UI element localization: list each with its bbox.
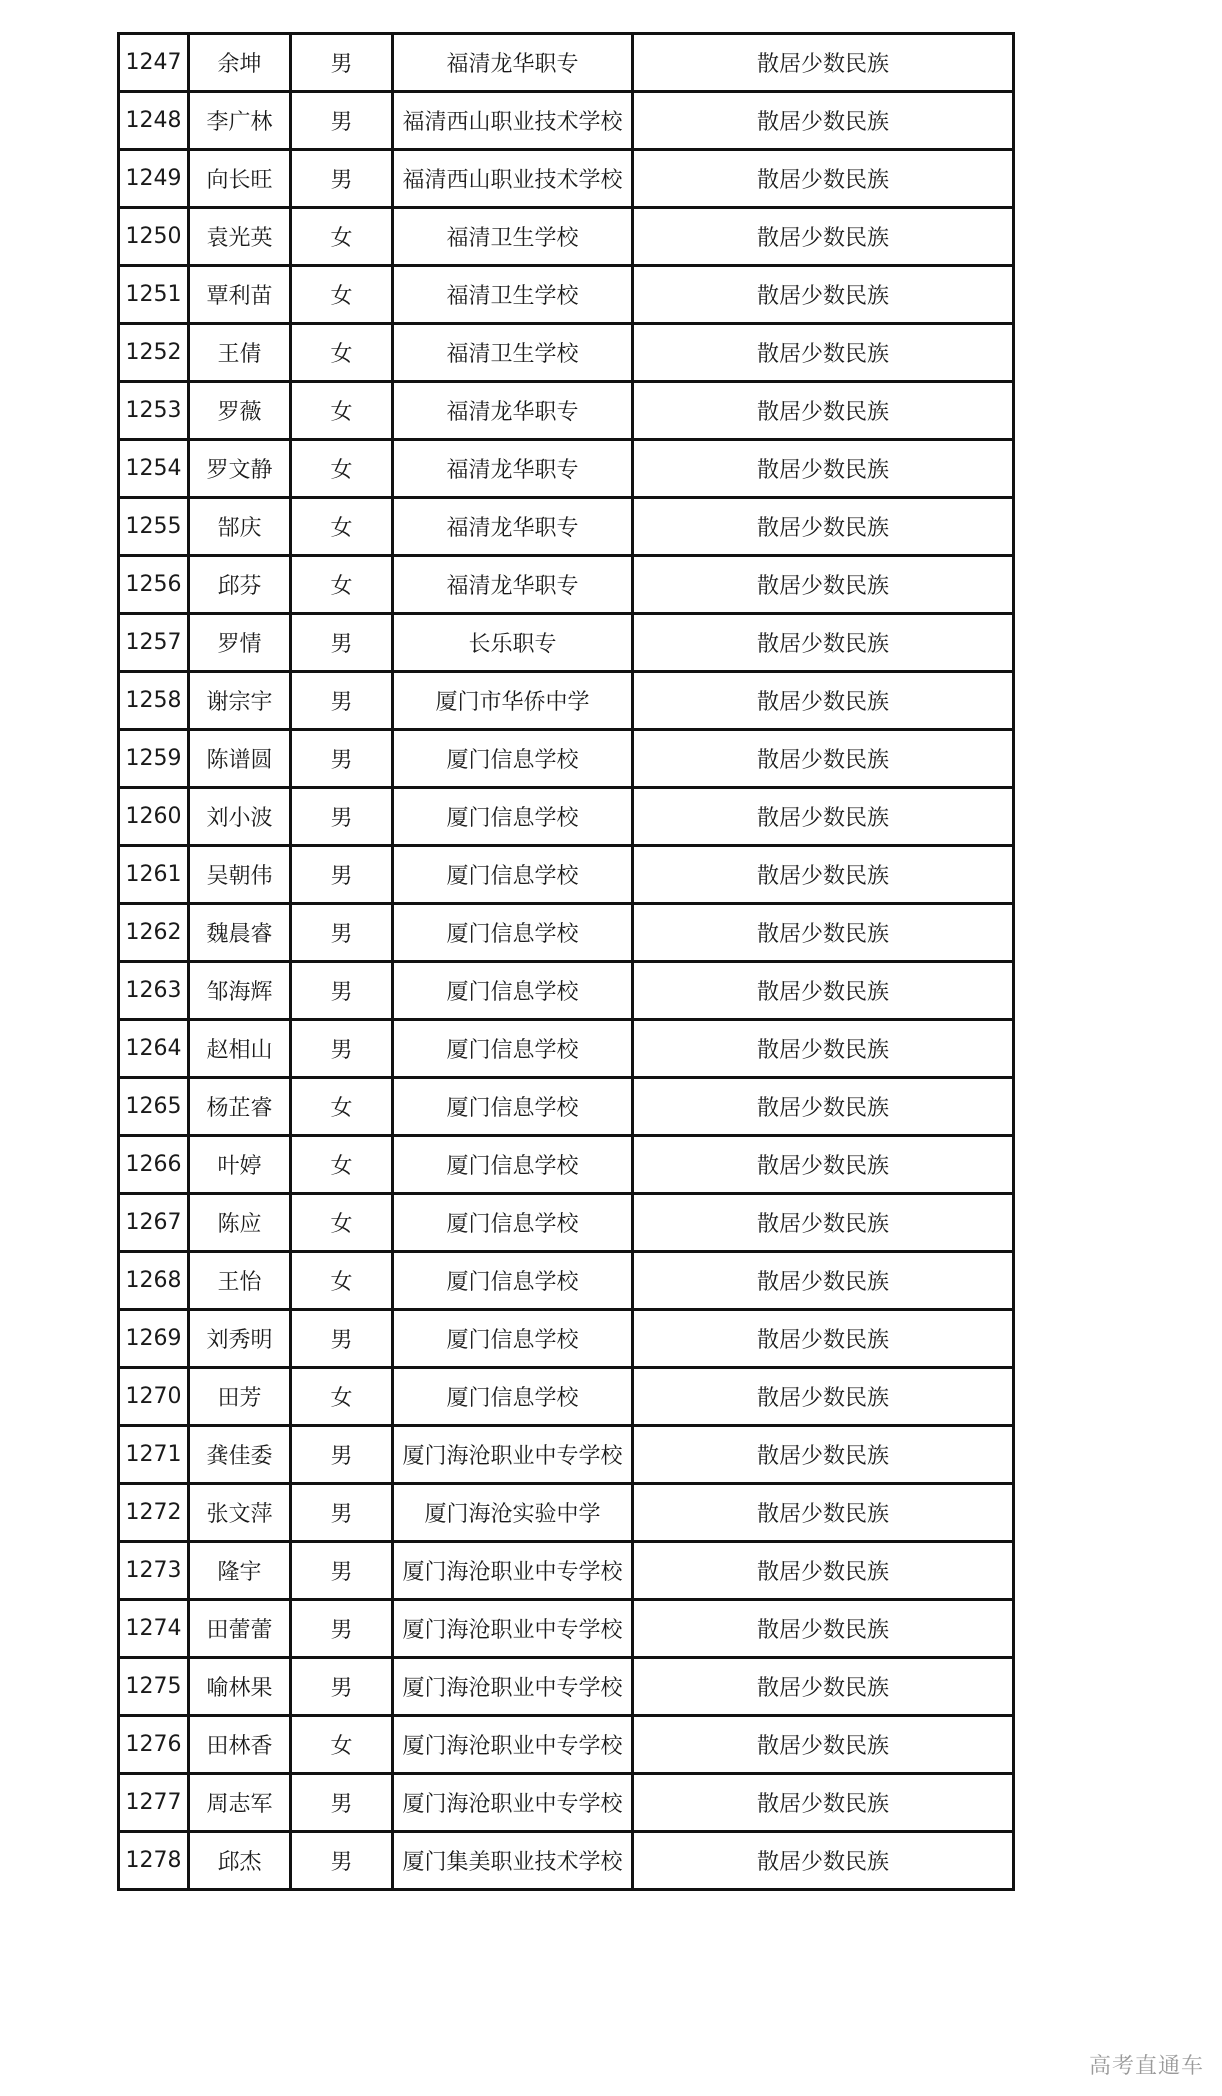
table-row: [119, 1658, 1014, 1716]
student-name-cell: 杨芷睿: [189, 1078, 291, 1136]
school-cell: 福清卫生学校: [393, 324, 633, 382]
row-number-cell: 1269: [119, 1310, 189, 1368]
row-number-cell: 1254: [119, 440, 189, 498]
category-cell: 散居少数民族: [633, 324, 1014, 382]
table-row: [119, 1252, 1014, 1310]
category-cell: 散居少数民族: [633, 1194, 1014, 1252]
row-number-cell: 1256: [119, 556, 189, 614]
table-row: [119, 672, 1014, 730]
school-cell: 厦门信息学校: [393, 962, 633, 1020]
student-name-cell: 刘秀明: [189, 1310, 291, 1368]
category-cell: 散居少数民族: [633, 34, 1014, 92]
school-cell: 长乐职专: [393, 614, 633, 672]
table-row: [119, 1600, 1014, 1658]
school-cell: 厦门信息学校: [393, 904, 633, 962]
category-cell: 散居少数民族: [633, 1020, 1014, 1078]
school-cell: 厦门信息学校: [393, 1020, 633, 1078]
school-cell: 福清龙华职专: [393, 556, 633, 614]
category-cell: 散居少数民族: [633, 498, 1014, 556]
table-row: [119, 382, 1014, 440]
school-cell: 厦门信息学校: [393, 846, 633, 904]
school-cell: 福清西山职业技术学校: [393, 150, 633, 208]
table-row: [119, 1426, 1014, 1484]
row-number-cell: 1253: [119, 382, 189, 440]
gender-cell: 男: [291, 1542, 393, 1600]
gender-cell: 男: [291, 846, 393, 904]
gender-cell: 女: [291, 324, 393, 382]
school-cell: 福清龙华职专: [393, 440, 633, 498]
category-cell: 散居少数民族: [633, 92, 1014, 150]
student-name-cell: 周志军: [189, 1774, 291, 1832]
row-number-cell: 1277: [119, 1774, 189, 1832]
category-cell: 散居少数民族: [633, 1658, 1014, 1716]
category-cell: 散居少数民族: [633, 614, 1014, 672]
row-number-cell: 1270: [119, 1368, 189, 1426]
table-row: [119, 1194, 1014, 1252]
category-cell: 散居少数民族: [633, 1774, 1014, 1832]
roster-table-body: [119, 34, 1014, 1890]
row-number-cell: 1273: [119, 1542, 189, 1600]
gender-cell: 男: [291, 34, 393, 92]
category-cell: 散居少数民族: [633, 730, 1014, 788]
gender-cell: 男: [291, 1774, 393, 1832]
gender-cell: 男: [291, 92, 393, 150]
table-row: [119, 788, 1014, 846]
school-cell: 厦门海沧实验中学: [393, 1484, 633, 1542]
gender-cell: 女: [291, 1252, 393, 1310]
row-number-cell: 1278: [119, 1832, 189, 1890]
table-row: [119, 1832, 1014, 1890]
category-cell: 散居少数民族: [633, 382, 1014, 440]
table-row: [119, 150, 1014, 208]
school-cell: 厦门信息学校: [393, 788, 633, 846]
category-cell: 散居少数民族: [633, 1484, 1014, 1542]
category-cell: 散居少数民族: [633, 1716, 1014, 1774]
table-row: [119, 1368, 1014, 1426]
school-cell: 福清卫生学校: [393, 208, 633, 266]
category-cell: 散居少数民族: [633, 556, 1014, 614]
row-number-cell: 1266: [119, 1136, 189, 1194]
table-row: [119, 1310, 1014, 1368]
category-cell: 散居少数民族: [633, 208, 1014, 266]
row-number-cell: 1255: [119, 498, 189, 556]
table-row: [119, 556, 1014, 614]
school-cell: 厦门信息学校: [393, 1136, 633, 1194]
school-cell: 厦门信息学校: [393, 1310, 633, 1368]
table-row: [119, 1542, 1014, 1600]
row-number-cell: 1262: [119, 904, 189, 962]
school-cell: 厦门海沧职业中专学校: [393, 1774, 633, 1832]
table-row: [119, 1136, 1014, 1194]
row-number-cell: 1252: [119, 324, 189, 382]
category-cell: 散居少数民族: [633, 1078, 1014, 1136]
gender-cell: 男: [291, 730, 393, 788]
school-cell: 厦门海沧职业中专学校: [393, 1542, 633, 1600]
school-cell: 厦门信息学校: [393, 730, 633, 788]
student-name-cell: 袁光英: [189, 208, 291, 266]
school-cell: 厦门海沧职业中专学校: [393, 1426, 633, 1484]
student-name-cell: 魏晨睿: [189, 904, 291, 962]
row-number-cell: 1275: [119, 1658, 189, 1716]
roster-table-container: [117, 32, 1012, 1891]
student-name-cell: 罗薇: [189, 382, 291, 440]
category-cell: 散居少数民族: [633, 672, 1014, 730]
row-number-cell: 1272: [119, 1484, 189, 1542]
student-name-cell: 邱杰: [189, 1832, 291, 1890]
category-cell: 散居少数民族: [633, 1136, 1014, 1194]
gender-cell: 男: [291, 1600, 393, 1658]
student-name-cell: 田芳: [189, 1368, 291, 1426]
student-name-cell: 喻林果: [189, 1658, 291, 1716]
category-cell: 散居少数民族: [633, 1426, 1014, 1484]
gender-cell: 女: [291, 440, 393, 498]
table-row: [119, 1020, 1014, 1078]
table-row: [119, 904, 1014, 962]
student-name-cell: 覃利苗: [189, 266, 291, 324]
student-name-cell: 王倩: [189, 324, 291, 382]
gender-cell: 男: [291, 614, 393, 672]
school-cell: 厦门信息学校: [393, 1194, 633, 1252]
row-number-cell: 1250: [119, 208, 189, 266]
student-name-cell: 罗文静: [189, 440, 291, 498]
table-row: [119, 1774, 1014, 1832]
gender-cell: 男: [291, 1426, 393, 1484]
table-row: [119, 846, 1014, 904]
gender-cell: 男: [291, 1832, 393, 1890]
row-number-cell: 1257: [119, 614, 189, 672]
row-number-cell: 1265: [119, 1078, 189, 1136]
category-cell: 散居少数民族: [633, 266, 1014, 324]
school-cell: 厦门海沧职业中专学校: [393, 1600, 633, 1658]
row-number-cell: 1258: [119, 672, 189, 730]
student-name-cell: 陈应: [189, 1194, 291, 1252]
row-number-cell: 1268: [119, 1252, 189, 1310]
gender-cell: 男: [291, 672, 393, 730]
gender-cell: 女: [291, 1368, 393, 1426]
gender-cell: 男: [291, 904, 393, 962]
school-cell: 福清西山职业技术学校: [393, 92, 633, 150]
table-row: [119, 614, 1014, 672]
student-name-cell: 陈谱圆: [189, 730, 291, 788]
student-name-cell: 张文萍: [189, 1484, 291, 1542]
category-cell: 散居少数民族: [633, 962, 1014, 1020]
student-name-cell: 余坤: [189, 34, 291, 92]
table-row: [119, 1716, 1014, 1774]
category-cell: 散居少数民族: [633, 1310, 1014, 1368]
gender-cell: 女: [291, 266, 393, 324]
student-name-cell: 李广林: [189, 92, 291, 150]
table-row: [119, 962, 1014, 1020]
student-name-cell: 郜庆: [189, 498, 291, 556]
student-name-cell: 田林香: [189, 1716, 291, 1774]
row-number-cell: 1248: [119, 92, 189, 150]
school-cell: 厦门信息学校: [393, 1368, 633, 1426]
school-cell: 福清龙华职专: [393, 34, 633, 92]
student-name-cell: 刘小波: [189, 788, 291, 846]
school-cell: 厦门市华侨中学: [393, 672, 633, 730]
category-cell: 散居少数民族: [633, 150, 1014, 208]
gender-cell: 男: [291, 1310, 393, 1368]
category-cell: 散居少数民族: [633, 1832, 1014, 1890]
table-row: [119, 1078, 1014, 1136]
school-cell: 福清龙华职专: [393, 498, 633, 556]
school-cell: 厦门海沧职业中专学校: [393, 1716, 633, 1774]
category-cell: 散居少数民族: [633, 846, 1014, 904]
school-cell: 厦门海沧职业中专学校: [393, 1658, 633, 1716]
gender-cell: 男: [291, 1484, 393, 1542]
category-cell: 散居少数民族: [633, 440, 1014, 498]
school-cell: 厦门集美职业技术学校: [393, 1832, 633, 1890]
school-cell: 厦门信息学校: [393, 1078, 633, 1136]
gender-cell: 男: [291, 962, 393, 1020]
student-name-cell: 罗情: [189, 614, 291, 672]
row-number-cell: 1263: [119, 962, 189, 1020]
gender-cell: 男: [291, 1020, 393, 1078]
gender-cell: 女: [291, 498, 393, 556]
school-cell: 厦门信息学校: [393, 1252, 633, 1310]
gender-cell: 女: [291, 1194, 393, 1252]
category-cell: 散居少数民族: [633, 788, 1014, 846]
gender-cell: 男: [291, 150, 393, 208]
row-number-cell: 1261: [119, 846, 189, 904]
gender-cell: 女: [291, 1716, 393, 1774]
school-cell: 福清龙华职专: [393, 382, 633, 440]
row-number-cell: 1274: [119, 1600, 189, 1658]
category-cell: 散居少数民族: [633, 904, 1014, 962]
student-roster-table: [117, 32, 1015, 1891]
category-cell: 散居少数民族: [633, 1600, 1014, 1658]
row-number-cell: 1260: [119, 788, 189, 846]
student-name-cell: 邹海辉: [189, 962, 291, 1020]
table-row: [119, 34, 1014, 92]
category-cell: 散居少数民族: [633, 1252, 1014, 1310]
gender-cell: 女: [291, 556, 393, 614]
row-number-cell: 1271: [119, 1426, 189, 1484]
row-number-cell: 1247: [119, 34, 189, 92]
student-name-cell: 谢宗宇: [189, 672, 291, 730]
gender-cell: 男: [291, 788, 393, 846]
table-row: [119, 440, 1014, 498]
table-row: [119, 324, 1014, 382]
row-number-cell: 1249: [119, 150, 189, 208]
gender-cell: 男: [291, 1658, 393, 1716]
student-name-cell: 叶婷: [189, 1136, 291, 1194]
gender-cell: 女: [291, 382, 393, 440]
category-cell: 散居少数民族: [633, 1542, 1014, 1600]
table-row: [119, 498, 1014, 556]
gender-cell: 女: [291, 1078, 393, 1136]
student-name-cell: 王怡: [189, 1252, 291, 1310]
watermark-text: 高考直通车: [1088, 2054, 1204, 2079]
student-name-cell: 吴朝伟: [189, 846, 291, 904]
gender-cell: 女: [291, 208, 393, 266]
table-row: [119, 266, 1014, 324]
row-number-cell: 1259: [119, 730, 189, 788]
student-name-cell: 田蕾蕾: [189, 1600, 291, 1658]
table-row: [119, 1484, 1014, 1542]
school-cell: 福清卫生学校: [393, 266, 633, 324]
table-row: [119, 92, 1014, 150]
student-name-cell: 龚佳委: [189, 1426, 291, 1484]
student-name-cell: 赵相山: [189, 1020, 291, 1078]
student-name-cell: 隆宇: [189, 1542, 291, 1600]
table-row: [119, 208, 1014, 266]
row-number-cell: 1267: [119, 1194, 189, 1252]
gender-cell: 女: [291, 1136, 393, 1194]
student-name-cell: 邱芬: [189, 556, 291, 614]
table-row: [119, 730, 1014, 788]
student-name-cell: 向长旺: [189, 150, 291, 208]
row-number-cell: 1264: [119, 1020, 189, 1078]
row-number-cell: 1276: [119, 1716, 189, 1774]
category-cell: 散居少数民族: [633, 1368, 1014, 1426]
row-number-cell: 1251: [119, 266, 189, 324]
